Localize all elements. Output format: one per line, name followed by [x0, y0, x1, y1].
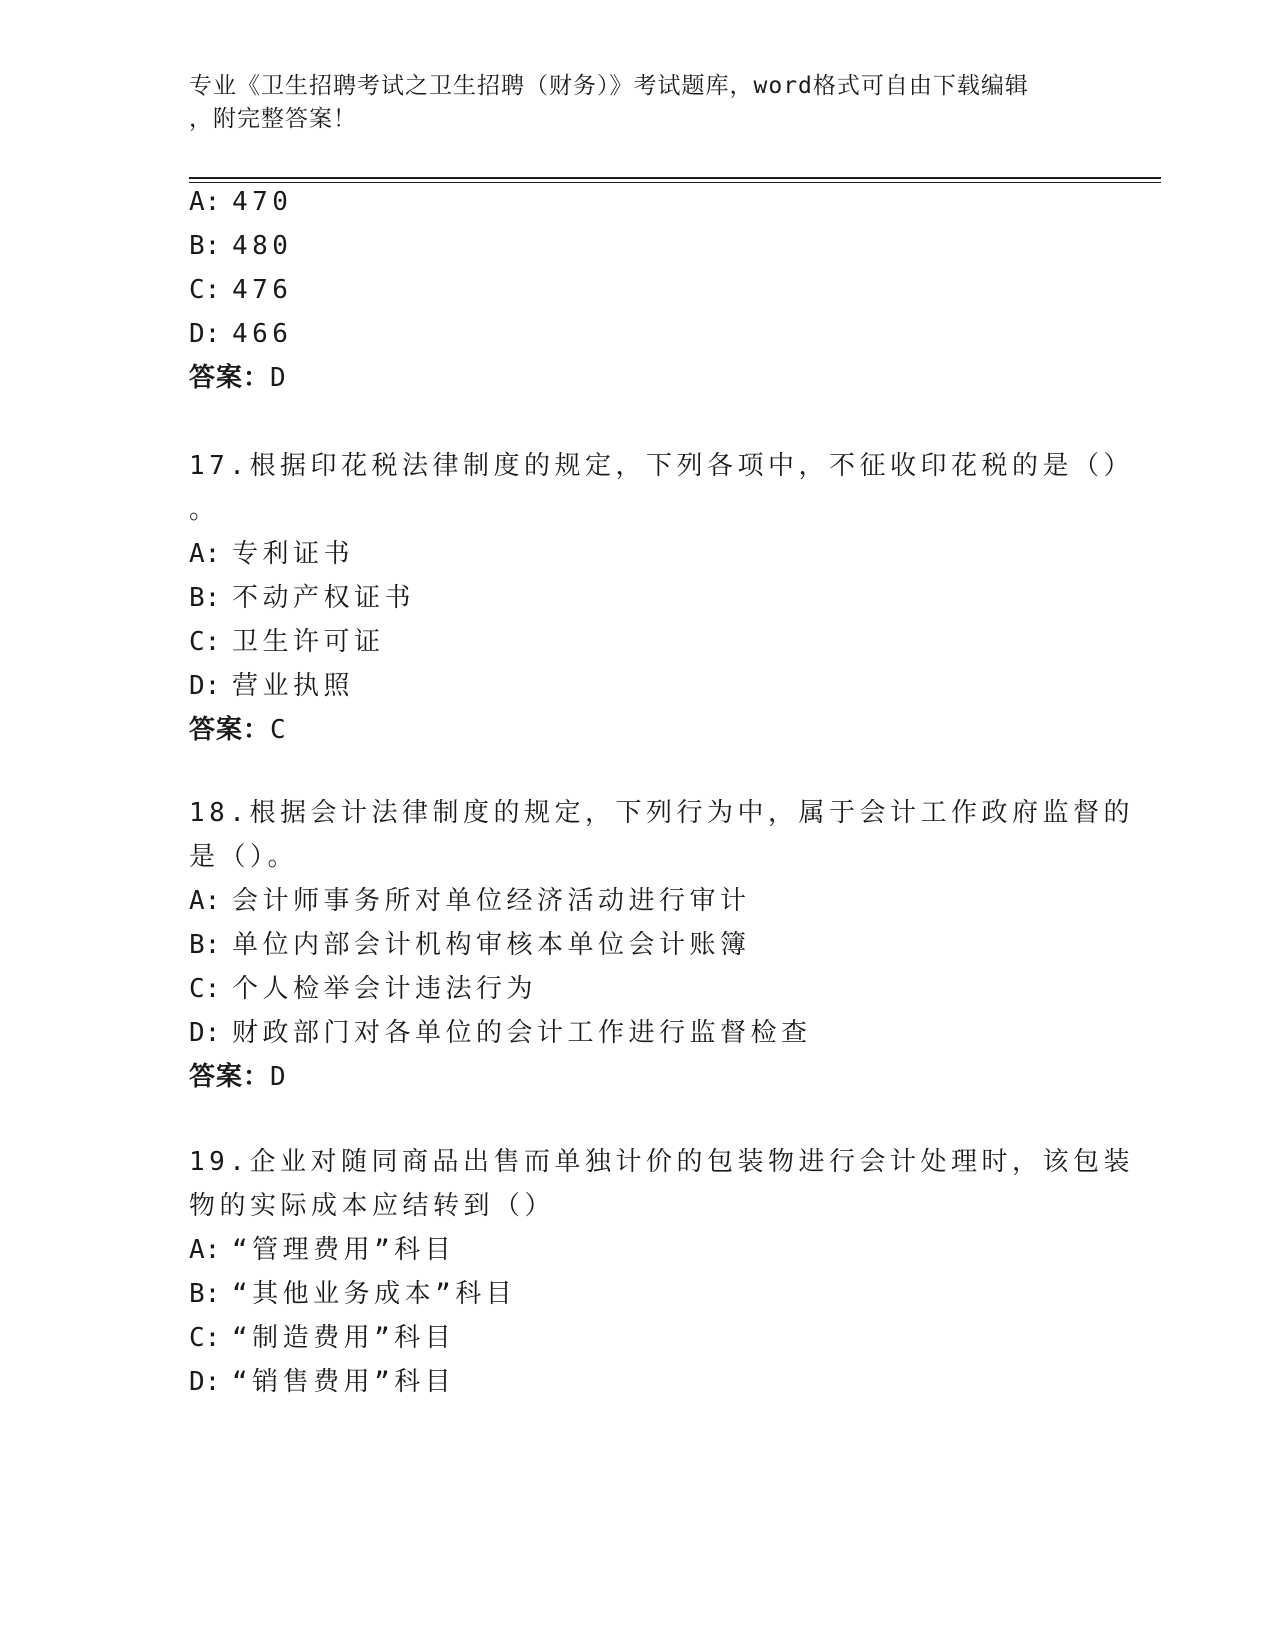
option-label: A: [189, 886, 221, 916]
option-label: D: [189, 1018, 221, 1048]
option-label: C: [189, 275, 221, 305]
q18-option-a [189, 885, 751, 917]
option-text: 营业执照 [232, 671, 355, 701]
answer-label: 答案： [189, 1062, 271, 1092]
q19-stem-line2: 物的实际成本应结转到（） [189, 1191, 556, 1221]
option-label: D: [189, 319, 221, 349]
q17-option-a [189, 538, 354, 570]
answer-label: 答案： [189, 715, 271, 745]
option-text: 卫生许可证 [232, 627, 385, 657]
header-divider-thick [189, 177, 1161, 179]
q18-option-c [189, 973, 537, 1005]
option-label: D: [189, 1367, 221, 1397]
answer-value: C [270, 715, 287, 745]
q18-option-d [189, 1017, 812, 1049]
q16-option-a [189, 186, 292, 218]
option-text: 466 [232, 319, 293, 349]
option-label: C: [189, 1323, 221, 1353]
option-text: “其他业务成本”科目 [232, 1279, 517, 1309]
q16-option-c [189, 274, 292, 306]
q19-stem-line1: 19.企业对随同商品出售而单独计价的包装物进行会计处理时，该包装 [189, 1147, 1134, 1177]
option-label: A: [189, 539, 221, 569]
q19-option-d [189, 1366, 455, 1398]
option-text: 专利证书 [232, 539, 355, 569]
option-label: B: [189, 583, 221, 613]
answer-value: D [270, 363, 287, 393]
q19-option-c [189, 1322, 455, 1354]
q18-answer [189, 1061, 287, 1093]
q16-option-d [189, 318, 292, 350]
q16-answer [189, 362, 287, 394]
option-label: B: [189, 231, 221, 261]
q18-stem-line1: 18.根据会计法律制度的规定，下列行为中，属于会计工作政府监督的 [189, 798, 1134, 828]
option-text: 480 [232, 231, 293, 261]
q17-stem-line2: 。 [189, 495, 220, 525]
option-label: B: [189, 1279, 221, 1309]
option-text: 单位内部会计机构审核本单位会计账簿 [232, 930, 751, 960]
option-label: D: [189, 671, 221, 701]
option-text: 财政部门对各单位的会计工作进行监督检查 [232, 1018, 812, 1048]
option-text: “销售费用”科目 [232, 1367, 456, 1397]
option-label: C: [189, 627, 221, 657]
header-title-line1: 专业《卫生招聘考试之卫生招聘（财务）》考试题库，word格式可自由下载编辑 [189, 73, 1029, 99]
option-text: 会计师事务所对单位经济活动进行审计 [232, 886, 751, 916]
option-label: A: [189, 1235, 221, 1265]
q19-option-a [189, 1234, 455, 1266]
q17-option-d [189, 670, 354, 702]
q17-option-c [189, 626, 385, 658]
q17-stem-line1: 17.根据印花税法律制度的规定，下列各项中，不征收印花税的是（） [189, 451, 1134, 481]
option-text: “制造费用”科目 [232, 1323, 456, 1353]
header-divider-thin [189, 182, 1161, 183]
option-text: “管理费用”科目 [232, 1235, 456, 1265]
q17-option-b [189, 582, 415, 614]
page-header [189, 70, 1079, 136]
q18-option-b [189, 929, 751, 961]
option-text: 个人检举会计违法行为 [232, 974, 538, 1004]
answer-label: 答案： [189, 363, 271, 393]
q16-option-b [189, 230, 292, 262]
q18-stem-line2: 是（）。 [189, 842, 299, 872]
q17-answer [189, 714, 287, 746]
option-text: 不动产权证书 [232, 583, 416, 613]
option-label: A: [189, 187, 221, 217]
option-label: C: [189, 974, 221, 1004]
header-title-line2: ，附完整答案！ [189, 106, 357, 132]
q19-option-b [189, 1278, 516, 1310]
option-text: 470 [232, 187, 293, 217]
answer-value: D [270, 1062, 287, 1092]
option-label: B: [189, 930, 221, 960]
option-text: 476 [232, 275, 293, 305]
